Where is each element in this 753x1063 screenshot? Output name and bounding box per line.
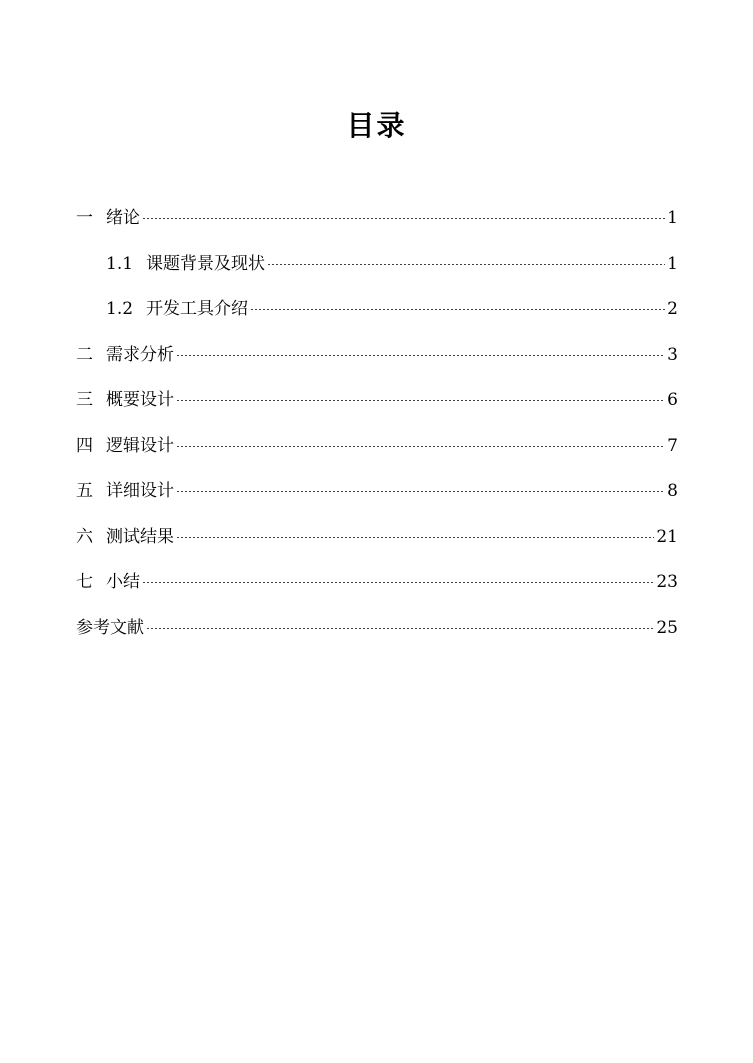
dot-leader xyxy=(176,355,665,356)
dot-leader xyxy=(146,628,654,629)
page-title: 目录 xyxy=(346,109,407,142)
toc-entry-page: 21 xyxy=(656,526,678,547)
dot-leader xyxy=(176,446,665,447)
toc-entry[interactable] xyxy=(76,200,678,246)
toc-entry-page: 1 xyxy=(667,253,678,274)
toc-entry-label: 课题背景及现状 xyxy=(146,253,265,274)
dot-leader xyxy=(142,582,654,583)
dot-leader xyxy=(267,264,665,265)
toc-entry-page: 7 xyxy=(667,435,678,456)
toc-entry-page: 1 xyxy=(667,208,678,228)
toc-entry-page: 25 xyxy=(656,617,678,638)
dot-leader xyxy=(176,537,654,538)
toc-entry-page: 2 xyxy=(667,299,678,319)
dot-leader xyxy=(176,491,665,492)
dot-leader xyxy=(250,309,665,310)
toc-entry[interactable] xyxy=(76,610,678,656)
toc-entry-number: 二 xyxy=(76,344,93,365)
toc-entry-label: 开发工具介绍 xyxy=(146,299,248,319)
toc-entry-label: 逻辑设计 xyxy=(106,435,174,456)
toc-entry-page: 3 xyxy=(667,344,678,365)
toc-entry[interactable] xyxy=(76,428,678,474)
toc-entry[interactable] xyxy=(76,382,678,428)
toc-entry-label: 参考文献 xyxy=(76,617,144,638)
toc-entry[interactable] xyxy=(76,291,678,337)
toc-entry-label: 绪论 xyxy=(106,208,140,228)
toc-entry-number: 1.1 xyxy=(106,253,134,274)
toc-entry-label: 小结 xyxy=(106,572,140,592)
toc-entry[interactable] xyxy=(76,564,678,610)
table-of-contents xyxy=(76,200,678,655)
toc-entry-label: 详细设计 xyxy=(106,481,174,501)
dot-leader xyxy=(176,400,665,401)
toc-entry-number: 六 xyxy=(76,526,93,547)
toc-entry-number: 五 xyxy=(76,481,93,501)
toc-entry-label: 需求分析 xyxy=(106,344,174,365)
toc-entry-label: 测试结果 xyxy=(106,526,174,547)
toc-entry-page: 8 xyxy=(667,481,678,501)
toc-entry-page: 23 xyxy=(656,572,678,592)
toc-entry-page: 6 xyxy=(667,390,678,410)
toc-entry[interactable] xyxy=(76,519,678,565)
toc-entry-number: 七 xyxy=(76,572,93,592)
toc-entry[interactable] xyxy=(76,337,678,383)
toc-entry[interactable] xyxy=(76,246,678,292)
dot-leader xyxy=(142,218,665,219)
toc-entry-label: 概要设计 xyxy=(106,390,174,410)
toc-entry-number: 四 xyxy=(76,435,93,456)
toc-entry[interactable] xyxy=(76,473,678,519)
toc-entry-number: 三 xyxy=(76,390,93,410)
toc-entry-number: 1.2 xyxy=(106,299,134,319)
toc-entry-number: 一 xyxy=(76,208,93,228)
